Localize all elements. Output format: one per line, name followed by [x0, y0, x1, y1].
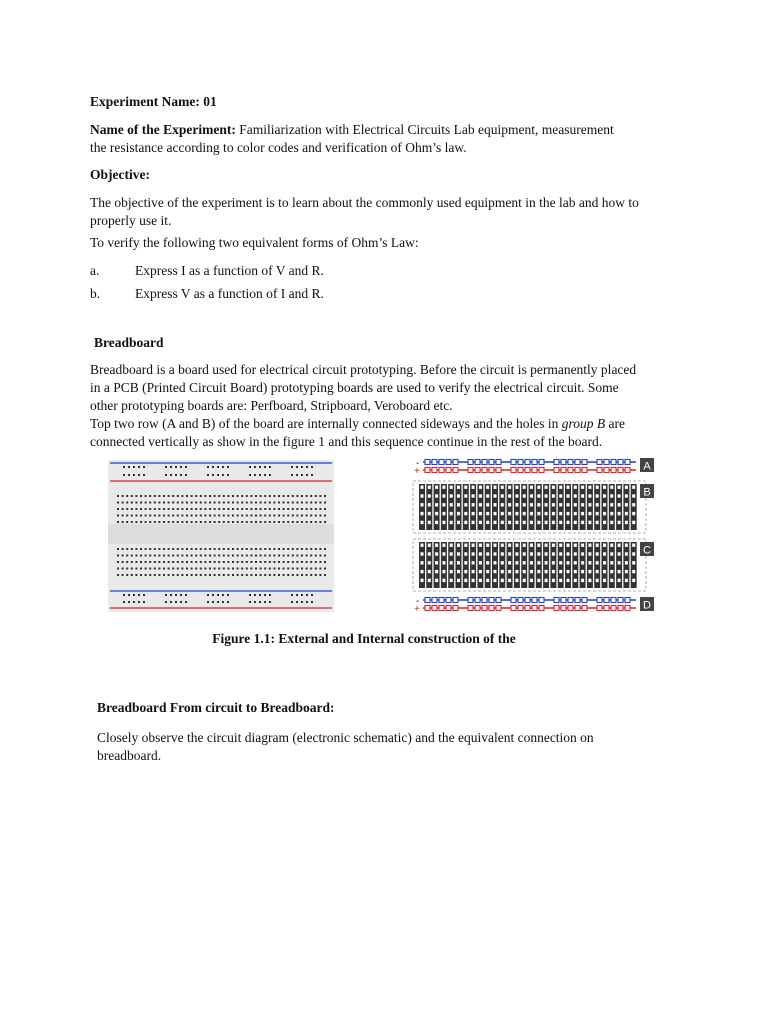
list-item: b. Express V as a function of I and R.: [90, 286, 324, 301]
svg-text:C: C: [643, 544, 651, 557]
experiment-number: Experiment Name: 01: [90, 94, 217, 109]
svg-text:B: B: [643, 486, 651, 499]
experiment-name-text: Familiarization with Electrical Circuits Lab equipment, measurement: [239, 122, 614, 137]
group-label-b: [640, 484, 654, 499]
breadboard-internal-diagram: [411, 454, 656, 614]
rail-plus-label: +: [414, 604, 420, 614]
rail-minus-label: -: [416, 458, 420, 469]
diagram-content: [413, 460, 646, 611]
svg-text:D: D: [643, 599, 651, 612]
breadboard-center-channel: [108, 524, 334, 544]
group-label-c: [640, 542, 654, 557]
section-heading: Breadboard From circuit to Breadboard:: [97, 700, 335, 715]
objective-paragraph: The objective of the experiment is to learn about the commonly used equipment in the lab and how to properly use it.: [90, 195, 639, 228]
breadboard-photo: [108, 460, 334, 612]
rail-plus-label: +: [414, 466, 420, 477]
svg-text:A: A: [643, 460, 651, 473]
figure-caption: Figure 1.1: External and Internal construction of the: [212, 631, 516, 646]
breadboard-heading: Breadboard: [94, 335, 164, 350]
experiment-name: [90, 121, 670, 157]
rail-minus-label: -: [416, 596, 420, 607]
experiment-name-label: Name of the Experiment:: [90, 122, 236, 137]
section-paragraph: Closely observe the circuit diagram (electronic schematic) and the equivalent connection on breadboard.: [97, 730, 594, 763]
experiment-name-text-2: the resistance according to color codes and verification of Ohm’s law.: [90, 140, 467, 155]
objective-ohms-law: To verify the following two equivalent forms of Ohm’s Law:: [90, 235, 419, 250]
list-item: a. Express I as a function of V and R.: [90, 263, 324, 278]
breadboard-paragraph: Breadboard is a board used for electrical circuit prototyping. Before the circuit is permanently placed in a PCB (Printed Circuit Board) prototyping boards are used to verify the electrical circuit. Some other prototyping boards are: Perfboard, Stripboard, Veroboard etc. Top two row (A and B) of the board are internally connected sideways and the holes in group B are connected vertically as show in the figure 1 and this sequence continue in the rest of the board.: [90, 362, 637, 449]
group-label-a: [640, 458, 654, 473]
group-label-d: [640, 597, 654, 612]
objective-heading: Objective:: [90, 167, 150, 182]
